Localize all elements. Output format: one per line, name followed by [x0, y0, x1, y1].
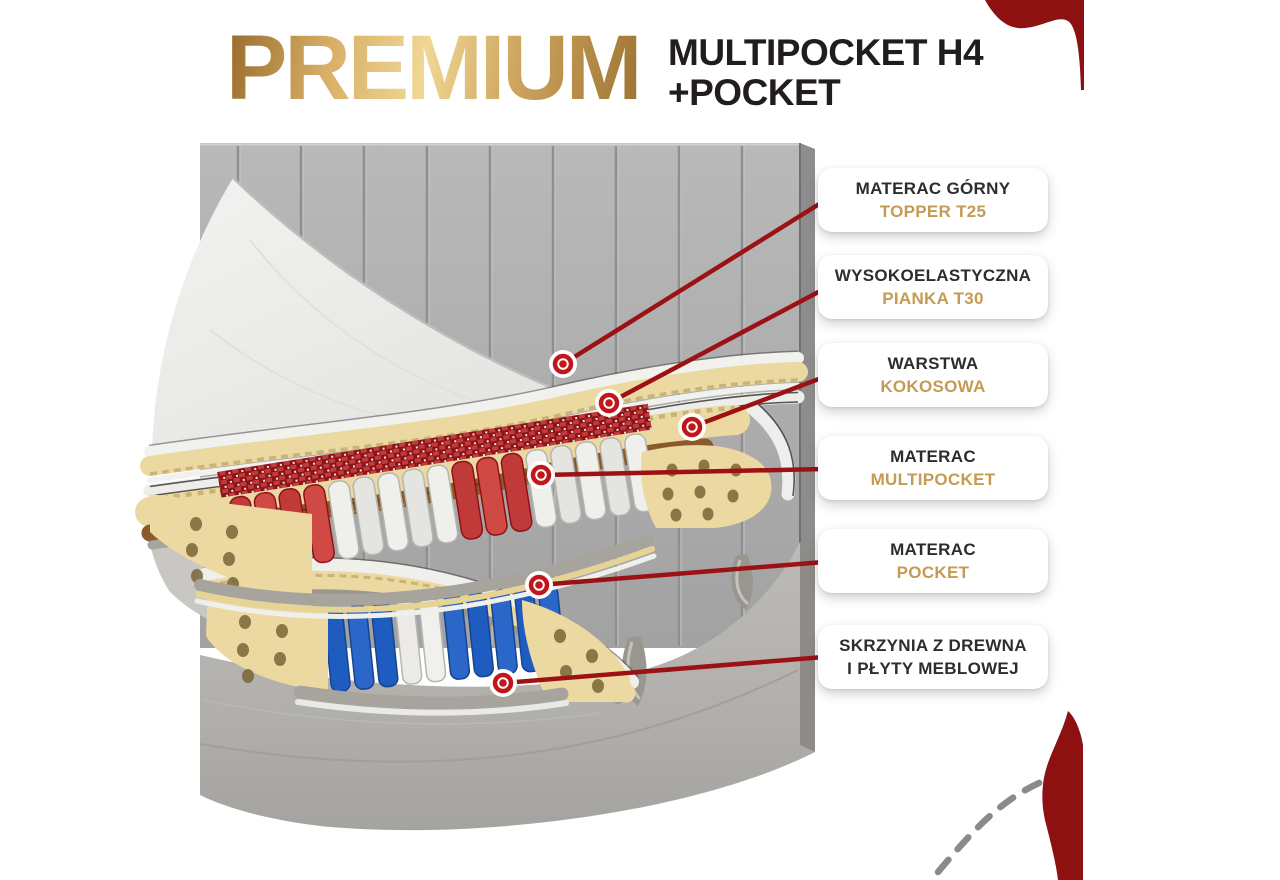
- callout-label-coconut: WARSTWA KOKOSOWA: [818, 343, 1048, 407]
- brand-title: PREMIUM: [226, 17, 640, 119]
- callout-marker-topper: [549, 350, 577, 378]
- callout-marker-pocket: [525, 571, 553, 599]
- callout-label-topper: MATERAC GÓRNY TOPPER T25: [818, 168, 1048, 232]
- callout-label-pocket: MATERAC POCKET: [818, 529, 1048, 593]
- callout-marker-multipocket: [527, 461, 555, 489]
- callout-marker-base: [489, 669, 517, 697]
- bottom-right-blob: [1042, 711, 1083, 880]
- callout-label-base: SKRZYNIA Z DREWNA I PŁYTY MEBLOWEJ: [818, 625, 1048, 689]
- model-title: [668, 33, 983, 113]
- header: [0, 0, 1100, 130]
- dashed-curve-decoration: [938, 779, 1048, 872]
- callout-label-foam: WYSOKOELASTYCZNA PIANKA T30: [818, 255, 1048, 319]
- callout-marker-coconut: [678, 413, 706, 441]
- callout-marker-foam: [595, 389, 623, 417]
- model-line-1: MULTIPOCKET H4: [668, 32, 984, 73]
- model-line-2: +POCKET: [668, 72, 841, 113]
- callout-label-multipocket: MATERAC MULTIPOCKET: [818, 436, 1048, 500]
